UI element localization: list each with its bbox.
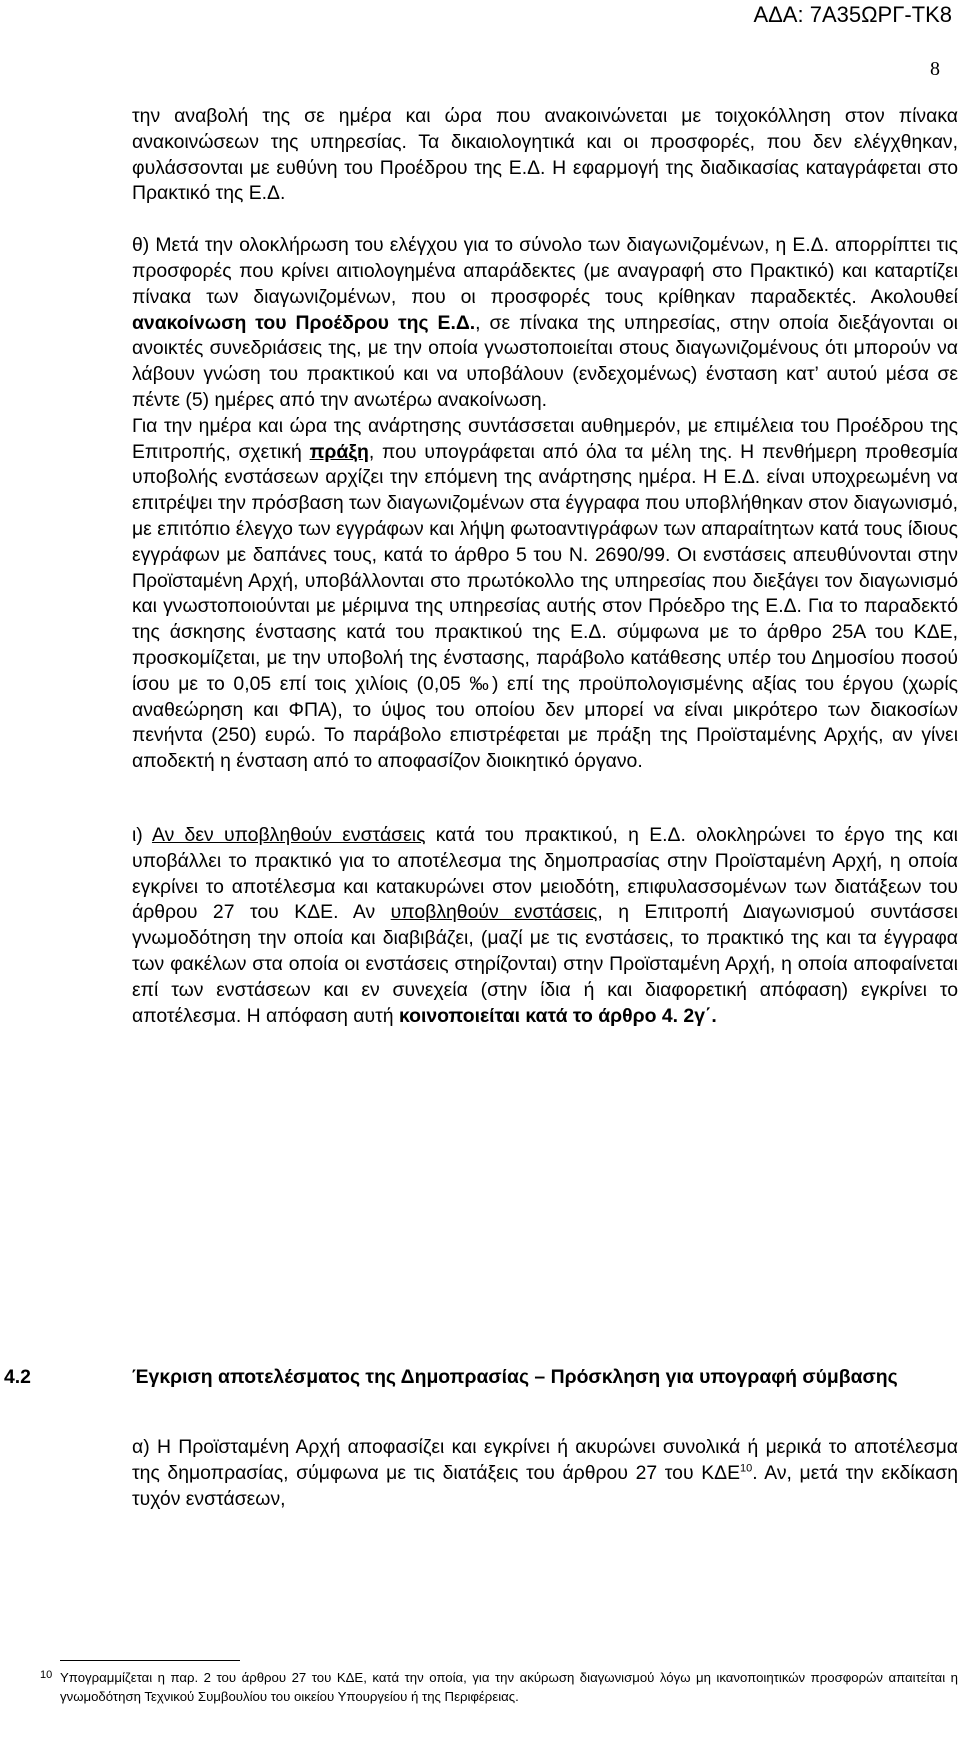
section-heading	[4, 1365, 958, 1391]
section-body	[132, 1435, 958, 1512]
paragraph-posting	[132, 414, 958, 775]
document-body	[132, 104, 958, 1029]
footnote-separator	[60, 1660, 240, 1661]
ada-code: ΑΔΑ: 7Α35ΩΡΓ-ΤΚ8	[753, 2, 952, 27]
paragraph-iota-marker: ι)	[132, 823, 152, 846]
paragraph-posting-text: Για την ημέρα και ώρα της ανάρτησης συντάσσεται αυθημερόν, με επιμέλεια του Προέδρου της Επιτροπής, σχετική	[132, 414, 958, 463]
section-number: 4.2	[4, 1366, 31, 1388]
paragraph-posting-rest: , που υπογράφεται από όλα τα μέλη της. Η πενθήμερη προθεσμία υποβολής ενστάσεων αρχίζει την επόμενη της ανάρτησης ημέρα. Η Ε.Δ. είναι υποχρεωμένη να επιτρέψει την πρόσβαση των διαγωνιζομένων στα έγγραφα που υποβλήθηκαν στον διαγωνισμό, με επιτόπιο έλεγχο των εγγράφων και λήψη φωτοαντιγράφων των απαραίτητων κατά τους ίδιους εγγράφων με δαπάνες τους, κατά το άρθρο 5 του Ν. 2690/99. Οι ενστάσεις απευθύνονται στην Προϊσταμένη Αρχή, υποβάλλονται στο πρωτόκολλο της υπηρεσίας που διεξάγει τον διαγωνισμό και γνωστοποιούνται με μέριμνα της υπηρεσίας αυτής στον Πρόεδρο της Ε.Δ. Για το παραδεκτό της άσκησης ένστασης κατά του πρακτικού της Ε.Δ. σύμφωνα με το άρθρο 25Α του ΚΔΕ, προσκομίζεται, με την υποβολή της ένστασης, παράβολο κατάθεσης υπέρ του Δημοσίου ποσού ίσου με το 0,05 επί τοις χιλίοις (0,05 ‰) επί της προϋπολογισμένης αξίας του έργου (χωρίς αναθεώρηση και ΦΠΑ), το ύψος του οποίου δεν μπορεί να είναι μικρότερο των διακοσίων πενήντα (250) ευρώ. Το παράβολο επιστρέφεται με πράξη της Προϊσταμένης Αρχής, αν γίνει αποδεκτή η ένσταση από το αποφασίζον διοικητικό όργανο.	[132, 440, 958, 773]
footnote-mark: 10	[40, 1669, 53, 1681]
paragraph-iota-rest: , η Επιτροπή Διαγωνισμού συντάσσει γνωμοδότηση την οποία και διαβιβάζει, (μαζί με τις ενστάσεις, το πρακτικό της και τα έγγραφα των φακέλων στα οποία οι ενστάσεις στηρίζονται) στην Προϊσταμένη Αρχή, η οποία αποφαίνεται επί των ενστάσεων και εν συνεχεία (στην ίδια ή και διαφορετική απόφαση) εγκρίνει το αποτέλεσμα. Η απόφαση αυτή	[132, 901, 958, 1027]
section-paragraph-a	[132, 1435, 958, 1512]
announcement-bold: ανακοίνωση του Προέδρου της Ε.Δ.	[132, 311, 476, 334]
footnote-reference[interactable]: 10	[740, 1462, 753, 1475]
footnote	[40, 1668, 958, 1706]
section-title: Έγκριση αποτελέσματος της Δημοπρασίας – Πρόσκληση για υπογραφή σύμβασης	[132, 1366, 898, 1388]
praxi-bold-underlined: πράξη	[309, 440, 369, 463]
section-paragraph-a-text: α) Η Προϊσταμένη Αρχή αποφασίζει και εγκρίνει ή ακυρώνει συνολικά ή μερικά το αποτέλεσμα της δημοπρασίας, σύμφωνα με τις διατάξεις του άρθρου 27 του ΚΔΕ	[132, 1436, 958, 1484]
objections-underlined: υποβληθούν ενστάσεις	[390, 901, 598, 924]
page-number: 8	[930, 58, 940, 80]
paragraph-theta	[132, 233, 958, 414]
paragraph-iota	[132, 823, 958, 1029]
section-paragraph-a-end: . Αν, μετά την εκδίκαση τυχόν ενστάσεων,	[132, 1461, 958, 1510]
paragraph-theta-text: θ) Μετά την ολοκλήρωση του ελέγχου για το σύνολο των διαγωνιζομένων, η Ε.Δ. απορρίπτει τις προσφορές που κρίνει αιτιολογημένα απαράδεκτες (με αναγραφή στο Πρακτικό) και καταρτίζει πίνακα των διαγωνιζομένων, που οι προσφορές τους κρίθηκαν παραδεκτές. Ακολουθεί	[132, 234, 958, 308]
paragraph-1: την αναβολή της σε ημέρα και ώρα που ανακοινώνεται με τοιχοκόλληση στον πίνακα ανακοινώσεων της υπηρεσίας. Τα δικαιολογητικά και οι προσφορές, που δεν ελέγχθηκαν, φυλάσσονται με ευθύνη του Προέδρου της Ε.Δ. Η εφαρμογή της διαδικασίας καταγράφεται στο Πρακτικό της Ε.Δ.	[132, 105, 958, 205]
no-objections-underlined: Αν δεν υποβληθούν ενστάσεις	[151, 823, 426, 846]
paragraph-iota-text: κατά του πρακτικού, η Ε.Δ. ολοκληρώνει το έργο της και υποβάλλει το πρακτικό για το αποτέλεσμα της δημοπρασίας στην Προϊσταμένη Αρχή, η οποία εγκρίνει το αποτέλεσμα και κατακυρώνει στον μειοδότη, επιφυλασσομένων των διατάξεων του άρθρου 27 του ΚΔΕ. Αν	[132, 823, 958, 924]
footnote-text: Υπογραμμίζεται η παρ. 2 του άρθρου 27 του ΚΔΕ, κατά την οποία, για την ακύρωση διαγωνισμού λόγω μη ικανοποιητικών προσφορών απαιτείται η γνωμοδότηση Τεχνικού Συμβουλίου του οικείου Υπουργείου ή της Περιφέρειας.	[60, 1670, 958, 1704]
notification-bold: κοινοποιείται κατά το άρθρο 4. 2γ΄.	[398, 1004, 717, 1027]
paragraph-theta-rest: , σε πίνακα της υπηρεσίας, στην οποία διεξάγονται οι ανοικτές συνεδριάσεις της, με την οποία γνωστοποιείται στους διαγωνιζομένους ότι μπορούν να λάβουν γνώση του πρακτικού και να υποβάλουν (ενδεχομένως) ένσταση κατ’ αυτού μέσα σε πέντε (5) ημέρες από την ανωτέρω ανακοίνωση.	[132, 311, 958, 411]
